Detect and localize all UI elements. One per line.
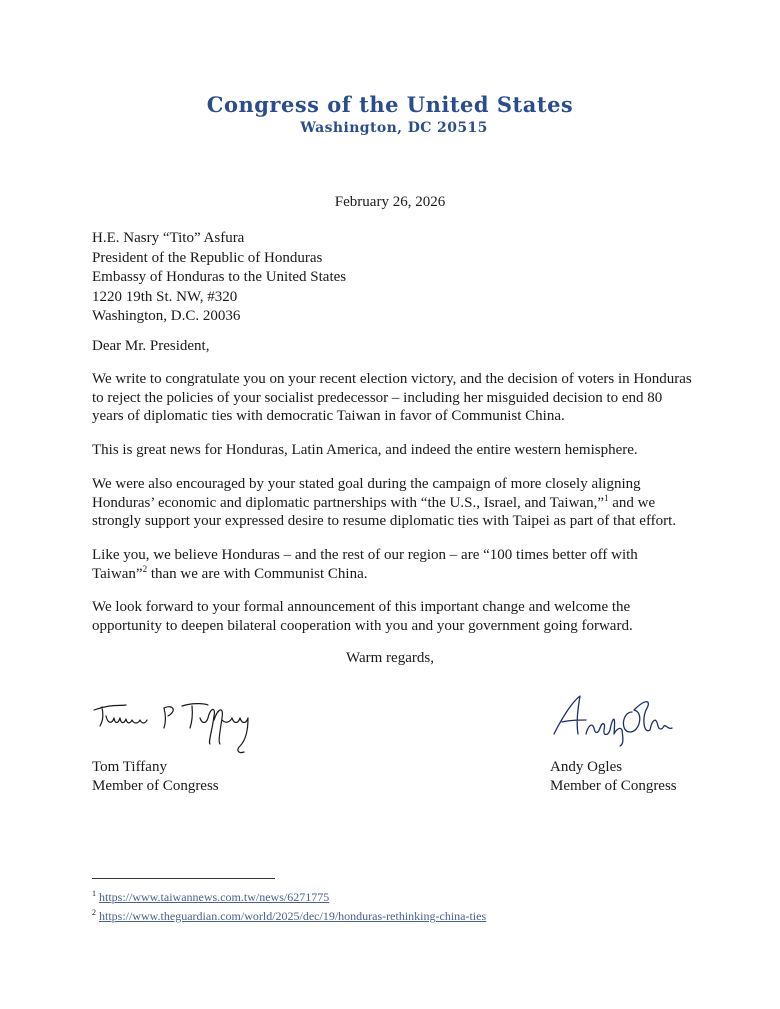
footnote-number: 1 xyxy=(92,889,96,898)
footnote-ref[interactable]: 2 xyxy=(142,563,148,574)
letter-date: February 26, 2026 xyxy=(334,194,446,210)
recipient-line: Embassy of Honduras to the United States xyxy=(92,269,347,285)
paragraph-congratulations: We write to congratulate you on your recent election victory, and the decision of voters in Honduras to reject the policies of your socialist predecessor – including her misguided decision to end 80 years of diplomatic ties with democratic Taiwan in favor of Communist China. xyxy=(92,371,692,425)
paragraph-text: We were also encouraged by your stated goal during the campaign of more closely aligning Honduras’ economic and diplomatic partnerships with “the U.S., Israel, and Taiwan,” xyxy=(92,476,641,511)
recipient-line: 1220 19th St. NW, #320 xyxy=(92,288,238,305)
signer-ogles xyxy=(550,758,677,795)
signer-tiffany xyxy=(92,758,219,795)
letterhead-title: Congress of the United States xyxy=(206,92,574,117)
recipient-line: Washington, D.C. 20036 xyxy=(92,308,241,324)
paragraph-like-you xyxy=(92,546,692,583)
closing: Warm regards, xyxy=(346,650,434,666)
signature-tiffany xyxy=(90,696,270,760)
paragraph-great-news: This is great news for Honduras, Latin America, and indeed the entire western hemisphere. xyxy=(92,442,638,458)
paragraph-look-forward: We look forward to your formal announcement of this important change and welcome the opportunity to deepen bilateral cooperation with you and your government going forward. xyxy=(92,599,633,634)
letterhead-subtitle: Washington, DC 20515 xyxy=(300,120,488,136)
signature-ogles xyxy=(548,690,678,748)
paragraph-text: than we are with Communist China. xyxy=(147,565,368,582)
letterhead xyxy=(0,92,780,138)
paragraph-text: Like you, we believe Honduras – and the rest of our region – are “100 times better off with Taiwan” xyxy=(92,547,638,582)
footnote-item xyxy=(92,886,486,905)
salutation: Dear Mr. President, xyxy=(92,338,210,354)
paragraph-encouraged xyxy=(92,475,692,531)
signer-title: Member of Congress xyxy=(92,777,219,794)
paragraph-text: and we strongly support your expressed desire to resume diplomatic ties with Taipei as part of that effort. xyxy=(92,494,677,530)
footnote-ref[interactable]: 1 xyxy=(604,492,609,503)
signer-name: Tom Tiffany xyxy=(92,759,167,775)
footnotes xyxy=(92,886,486,924)
recipient-address xyxy=(92,229,346,327)
footnote-number: 2 xyxy=(92,908,96,917)
footnote-divider xyxy=(92,878,275,879)
recipient-line: H.E. Nasry “Tito” Asfura xyxy=(92,230,245,246)
signer-title: Member of Congress xyxy=(550,777,677,794)
footnote-link[interactable]: https://www.theguardian.com/world/2025/dec/19/honduras-rethinking-china-ties xyxy=(99,909,487,923)
footnote-item xyxy=(92,905,486,924)
recipient-line: President of the Republic of Honduras xyxy=(92,249,323,266)
signer-name: Andy Ogles xyxy=(550,759,623,775)
footnote-link[interactable]: https://www.taiwannews.com.tw/news/6271775 xyxy=(99,890,330,904)
